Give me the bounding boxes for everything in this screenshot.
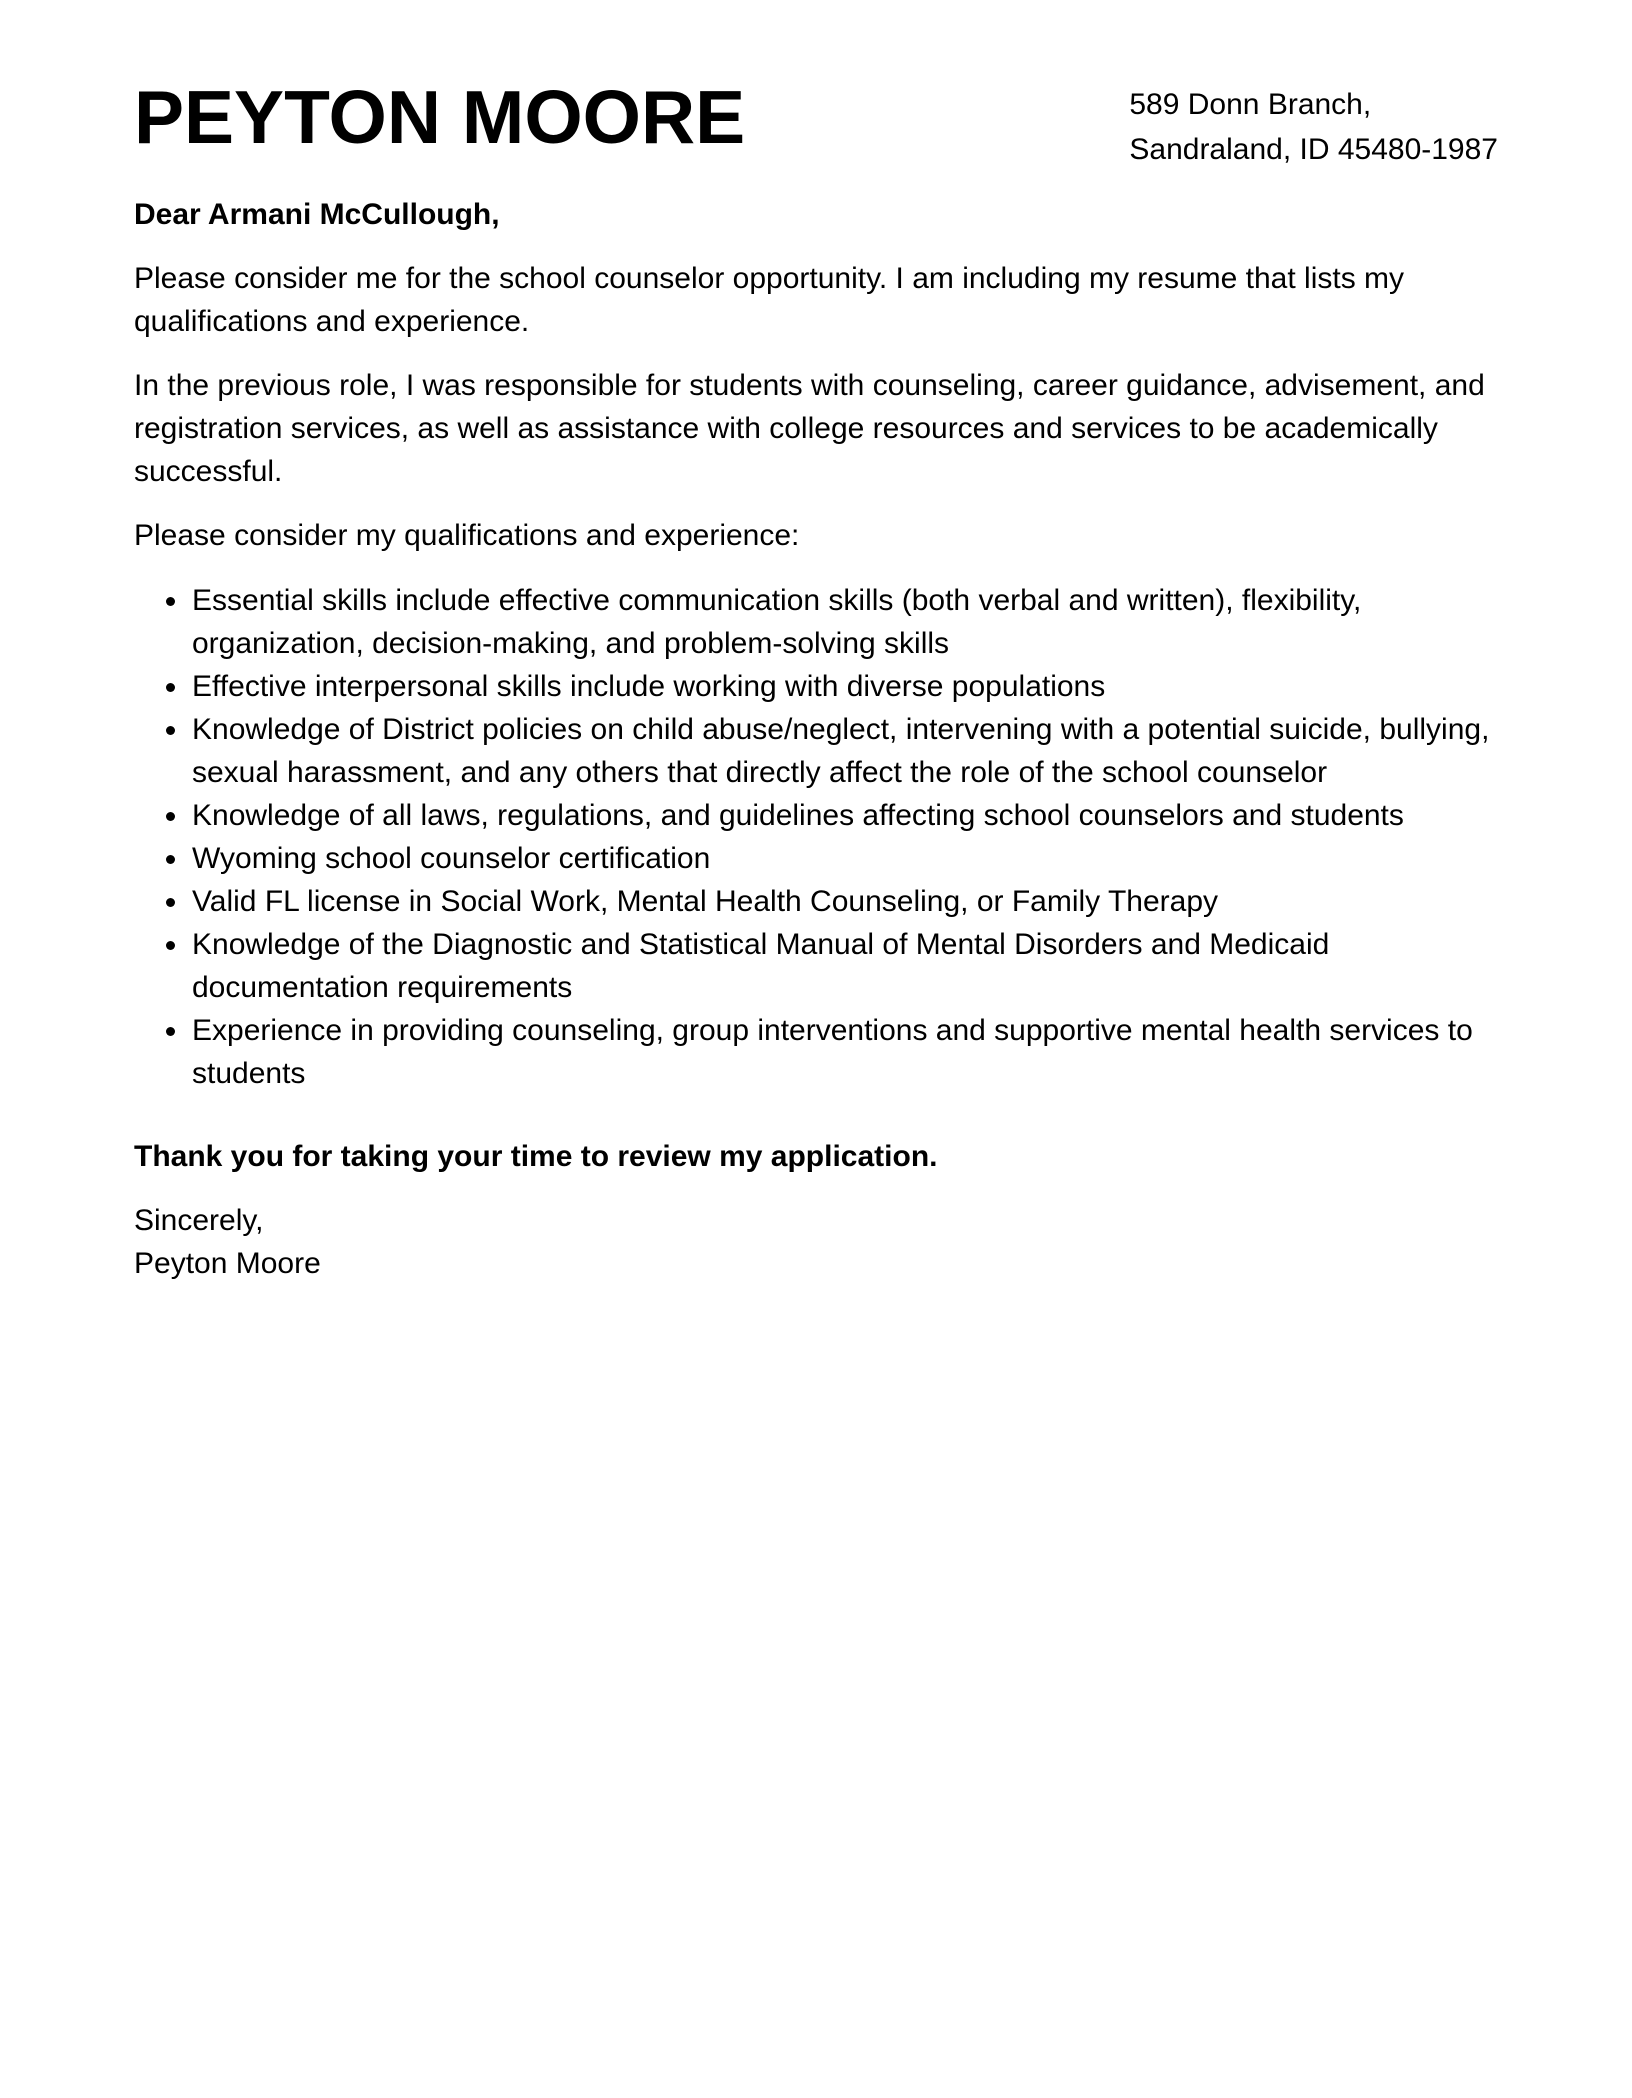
qualification-item: • Experience in providing counseling, group interventions and supportive mental health services to students bbox=[190, 1009, 1516, 1095]
qualification-item: • Knowledge of District policies on child abuse/neglect, intervening with a potential suicide, bullying, sexual harassment, and any others that directly affect the role of the school counselor bbox=[190, 708, 1516, 794]
qualification-item: • Knowledge of the Diagnostic and Statistical Manual of Mental Disorders and Medicaid documentation requirements bbox=[190, 923, 1516, 1009]
letter-header bbox=[134, 74, 1516, 172]
qualification-item: • Knowledge of all laws, regulations, and guidelines affecting school counselors and students bbox=[190, 794, 1516, 837]
intro-paragraph: Please consider me for the school counselor opportunity. I am including my resume that lists my qualifications and experience. bbox=[134, 262, 1405, 338]
signoff-block bbox=[134, 1199, 1516, 1285]
applicant-address bbox=[1129, 82, 1498, 172]
signature-name: Peyton Moore bbox=[134, 1247, 321, 1280]
qualification-item: • Essential skills include effective communication skills (both verbal and written), flexibility, organization, decision-making, and problem-solving skills bbox=[190, 579, 1516, 665]
address-line-1: 589 Donn Branch, bbox=[1129, 88, 1372, 121]
closing-thanks: Thank you for taking your time to review my application. bbox=[134, 1140, 938, 1173]
signoff: Sincerely, bbox=[134, 1204, 264, 1237]
qualifications-intro: Please consider my qualifications and experience: bbox=[134, 519, 800, 552]
qualifications-list bbox=[134, 579, 1516, 1095]
address-line-2: Sandraland, ID 45480-1987 bbox=[1129, 133, 1498, 166]
salutation: Dear Armani McCullough, bbox=[134, 198, 500, 231]
applicant-name: PEYTON MOORE bbox=[134, 75, 746, 159]
letter-body bbox=[134, 193, 1516, 1285]
qualification-item: • Valid FL license in Social Work, Mental Health Counseling, or Family Therapy bbox=[190, 880, 1516, 923]
qualification-item: • Effective interpersonal skills include working with diverse populations bbox=[190, 665, 1516, 708]
qualification-item: • Wyoming school counselor certification bbox=[190, 837, 1516, 880]
previous-role-paragraph: In the previous role, I was responsible for students with counseling, career guidance, advisement, and registration services, as well as assistance with college resources and services to be academically successful. bbox=[134, 369, 1485, 488]
